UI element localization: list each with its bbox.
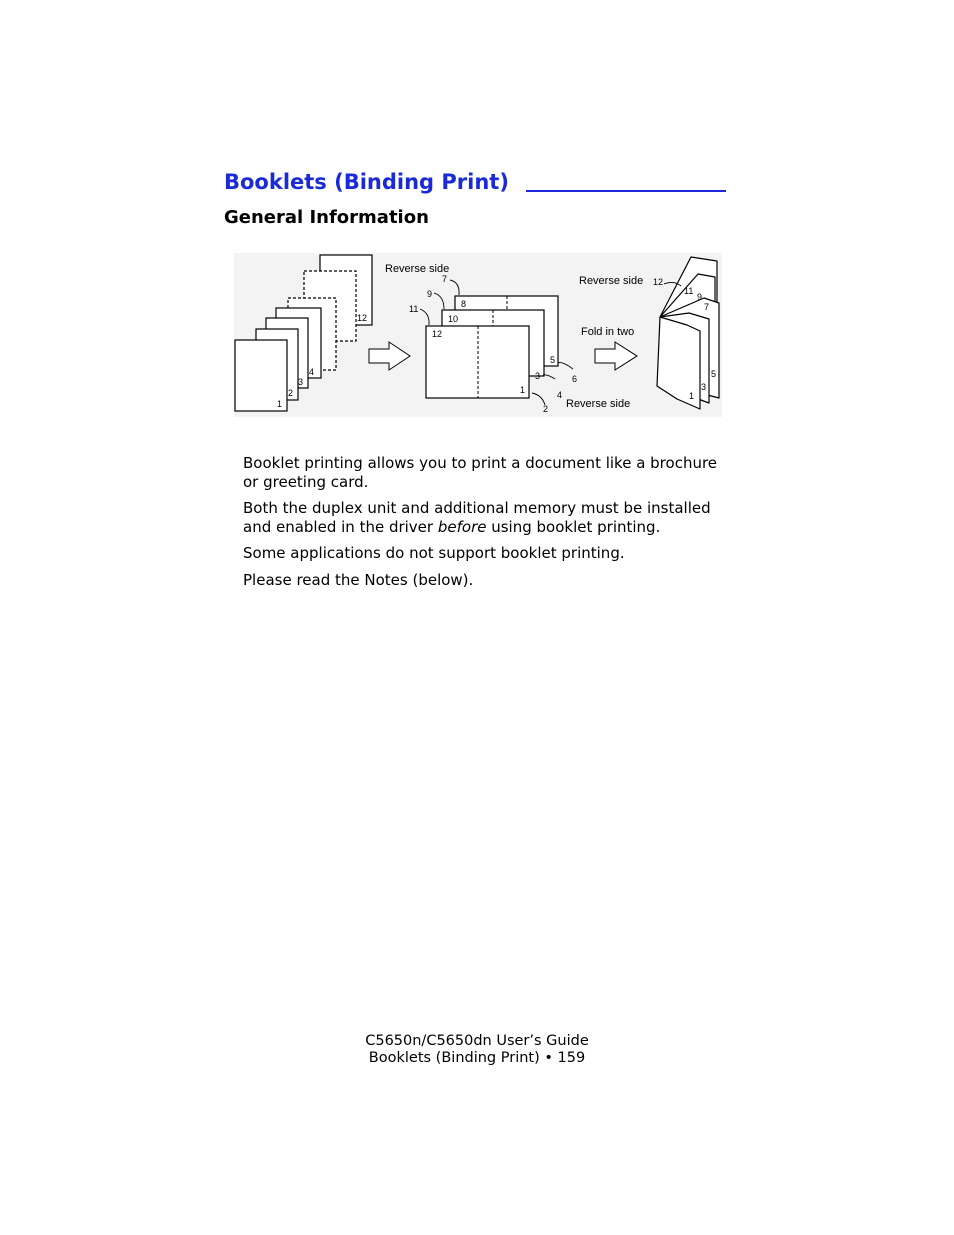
spread-num-6: 6	[572, 374, 578, 384]
booklet-num-7: 7	[704, 302, 710, 312]
spread-num-2: 2	[543, 404, 549, 414]
paragraph-notes: Please read the Notes (below).	[243, 570, 474, 589]
reverse-side-label-bottom: Reverse side	[566, 398, 631, 410]
spread-num-12: 12	[432, 329, 443, 339]
spread-num-9: 9	[427, 289, 433, 299]
booklet-num-1: 1	[689, 391, 695, 401]
booklet-num-5: 5	[711, 369, 717, 379]
booklet-num-11: 11	[684, 286, 694, 296]
section-heading: General Information	[224, 207, 429, 228]
spread-num-5: 5	[550, 355, 556, 365]
paragraph-support: Some applications do not support booklet printing.	[243, 544, 625, 562]
fold-in-two-label: Fold in two	[581, 326, 635, 338]
booklet-num-9: 9	[697, 292, 703, 302]
page-title: Booklets (Binding Print)	[224, 170, 509, 194]
stack-label-2: 2	[288, 388, 294, 398]
spread-num-1: 1	[520, 385, 526, 395]
spread-num-7: 7	[442, 274, 448, 284]
footer-guide-title: C5650n/C5650dn User’s Guide	[365, 1033, 589, 1049]
paragraph-requirements: Both the duplex unit and additional memory must be installed and enabled in the driver before using booklet printing.	[243, 499, 711, 536]
spread-num-8: 8	[461, 299, 467, 309]
booklet-num-3: 3	[701, 382, 707, 392]
reverse-side-label-top: Reverse side	[385, 263, 450, 275]
spread-num-3: 3	[535, 371, 541, 381]
spread-num-10: 10	[448, 314, 459, 324]
title-underline-rule	[526, 190, 726, 192]
booklet-diagram	[234, 253, 722, 417]
stack-label-12: 12	[357, 313, 368, 323]
stack-label-3: 3	[298, 377, 304, 387]
spread-num-4: 4	[557, 390, 563, 400]
booklet-num-12: 12	[653, 277, 664, 287]
footer-page-info: Booklets (Binding Print) • 159	[368, 1050, 586, 1066]
stack-label-4: 4	[309, 367, 315, 377]
spread-num-11: 11	[409, 304, 419, 314]
paragraph-intro: Booklet printing allows you to print a document like a brochure or greeting card.	[243, 454, 718, 491]
reverse-side-label-right: Reverse side	[579, 275, 644, 287]
body-text	[243, 454, 733, 597]
stack-label-1: 1	[277, 399, 283, 409]
